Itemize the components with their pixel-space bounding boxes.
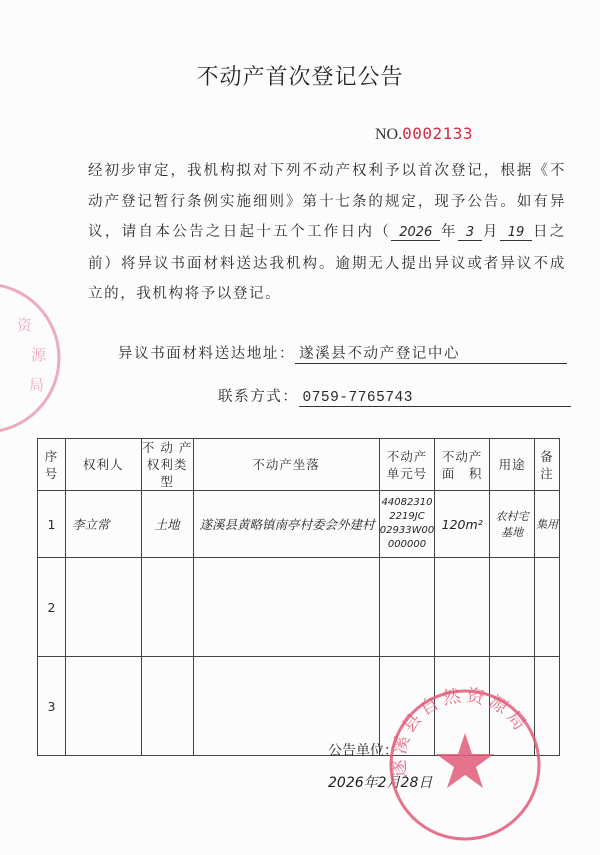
- address-value: 遂溪县不动产登记中心: [295, 342, 567, 364]
- header-unit-number: [379, 439, 434, 491]
- unit-number-line: 02933W00: [379, 525, 435, 536]
- header-unit-line2: 单元号: [386, 465, 428, 481]
- cell-owner: [65, 558, 141, 657]
- header-usage: 用途: [490, 439, 535, 491]
- issue-date: 2026年2月28日: [328, 775, 433, 791]
- announcement-body: [58, 156, 566, 310]
- handwritten-month: 3: [458, 225, 482, 241]
- cell-remark: 集用: [535, 491, 560, 558]
- cell-usage: 农村宅基地: [490, 491, 535, 558]
- cell-right-type: 土地: [141, 491, 193, 558]
- cell-index: 1: [38, 491, 66, 558]
- month-label: 月: [482, 224, 500, 240]
- serial-prefix: NO.: [375, 126, 403, 143]
- contact-info: [218, 385, 571, 407]
- header-right-type-line1: 不 动 产: [141, 440, 193, 455]
- header-unit-line1: 不动产: [386, 448, 428, 464]
- unit-number-line: 000000: [387, 539, 427, 550]
- serial-digits: 0002133: [402, 124, 474, 143]
- svg-text:源: 源: [31, 346, 47, 364]
- partial-seal-icon: [0, 278, 65, 438]
- cell-unit-number: [379, 558, 434, 657]
- contact-label: 联系方式：: [218, 389, 299, 405]
- header-remark: 备注: [535, 439, 560, 491]
- header-right-type: [141, 439, 193, 491]
- handwritten-year: 2026: [391, 225, 440, 241]
- cell-index: 2: [38, 558, 66, 657]
- header-right-type-line2: 权利类型: [146, 457, 188, 489]
- header-index: 序号: [38, 439, 66, 491]
- cell-area: 120m²: [435, 491, 490, 558]
- serial-number: [375, 124, 473, 144]
- cell-location: [193, 558, 379, 657]
- table-row: [38, 558, 560, 657]
- header-area: [435, 439, 490, 491]
- header-owner: 权利人: [65, 439, 141, 491]
- cell-location: 遂溪县黄略镇南亭村委会外建村: [193, 491, 379, 558]
- header-location: 不动产坐落: [193, 439, 379, 491]
- svg-text:资: 资: [17, 316, 33, 334]
- issuing-unit-label: 公告单位：: [328, 743, 398, 759]
- header-area-line2: 面 积: [441, 465, 483, 481]
- cell-remark: [535, 558, 560, 657]
- address-label: 异议书面材料送达地址：: [118, 346, 296, 362]
- body-text-2: 日之前）将异议书面材料送达我机构。逾期无人提出异议或者异议不成立的，我机构将予以登记。: [88, 224, 566, 302]
- table-header-row: [38, 439, 560, 491]
- cell-right-type: [141, 657, 193, 756]
- cell-area: [435, 558, 490, 657]
- header-area-line1: 不动产: [441, 448, 483, 464]
- seal-text: 遂溪县自然资源局: [388, 685, 533, 779]
- cell-usage: [490, 558, 535, 657]
- year-label: 年: [440, 224, 458, 240]
- svg-text:局: 局: [29, 376, 45, 394]
- cell-right-type: [141, 558, 193, 657]
- table-row: [38, 491, 560, 558]
- cell-index: 3: [38, 657, 66, 756]
- unit-number-line: 44082310: [381, 497, 433, 508]
- cell-unit-number: [379, 491, 434, 558]
- official-seal-icon: [385, 685, 545, 845]
- cell-owner: [65, 657, 141, 756]
- body-text-1: 经初步审定，我机构拟对下列不动产权利予以首次登记，根据《不动产登记暂行条例实施细则》第十七条的规定，现予公告。如有异议，请自本公告之日起十五个工作日内（: [88, 163, 566, 240]
- unit-number-line: 2219JC: [389, 511, 425, 522]
- cell-owner: 李立常: [65, 491, 141, 558]
- page-title: 不动产首次登记公告: [196, 65, 404, 90]
- handwritten-day: 19: [500, 225, 533, 241]
- contact-value: 0759-7765743: [299, 390, 571, 407]
- objection-address: [118, 342, 567, 364]
